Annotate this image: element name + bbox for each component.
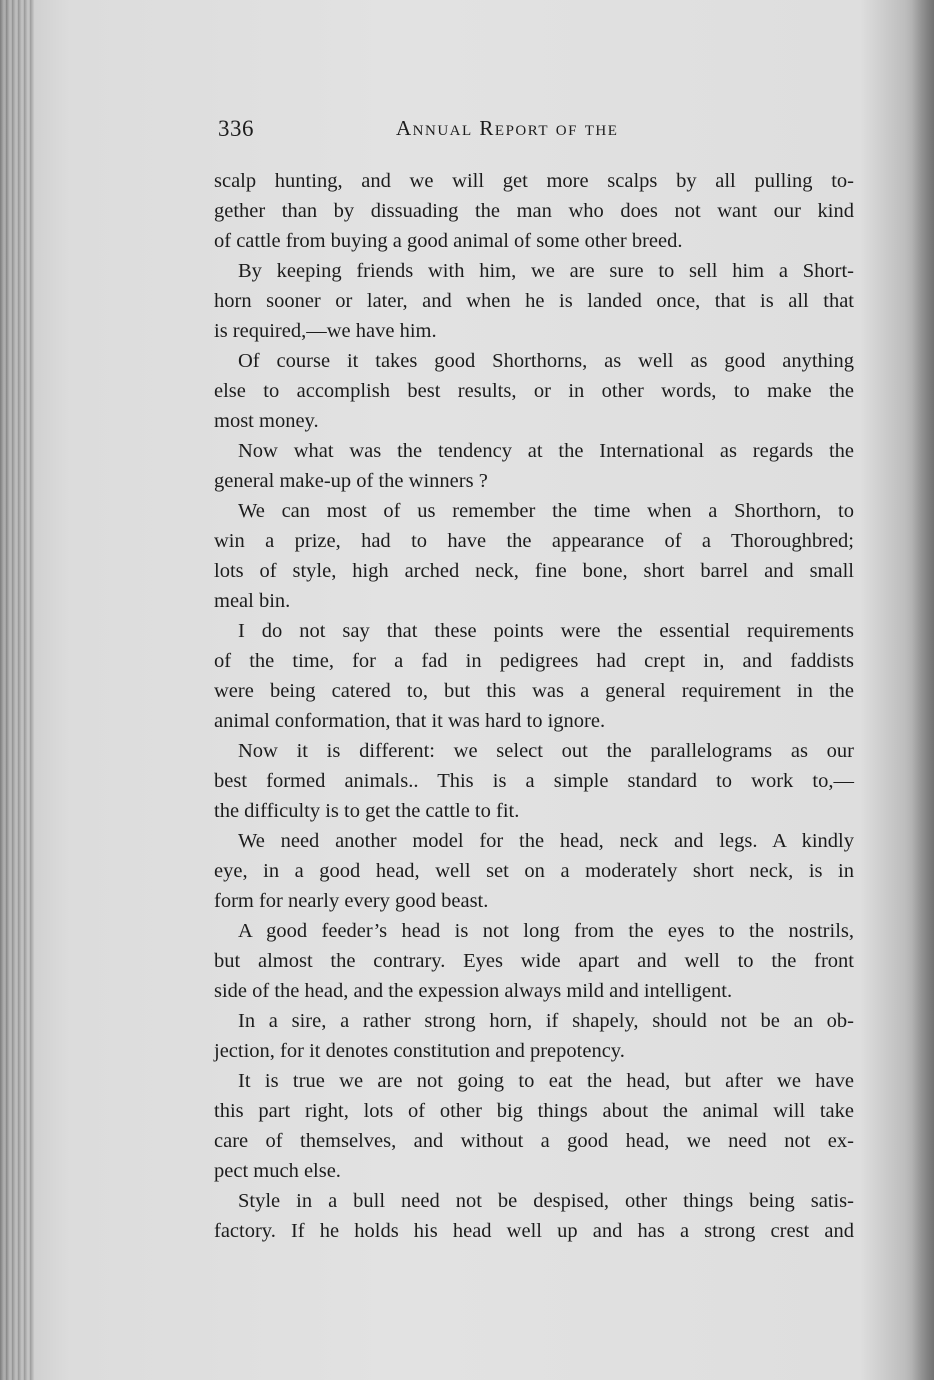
- text-line: I do not say that these points were the essential requirements: [238, 620, 854, 642]
- text-line: jection, for it denotes constitution and prepotency.: [214, 1040, 625, 1062]
- text-line: scalp hunting, and we will get more scalps by all pulling to-: [214, 170, 854, 192]
- text-line: were being catered to, but this was a general requirement in the: [214, 680, 854, 702]
- text-line: lots of style, high arched neck, fine bone, short barrel and small: [214, 560, 854, 582]
- text-line: is required,—we have him.: [214, 320, 437, 342]
- text-line: Now it is different: we select out the parallelograms as our: [238, 740, 854, 762]
- body-text: [214, 166, 854, 1246]
- text-line: Of course it takes good Shorthorns, as well as good anything: [238, 350, 854, 372]
- page-header: [218, 116, 688, 146]
- text-line: meal bin.: [214, 590, 291, 612]
- text-line: of cattle from buying a good animal of some other breed.: [214, 230, 683, 252]
- text-line: We need another model for the head, neck and legs. A kindly: [238, 830, 854, 852]
- text-line: win a prize, had to have the appearance of a Thoroughbred;: [214, 530, 854, 552]
- text-line: By keeping friends with him, we are sure to sell him a Short-: [238, 260, 854, 282]
- running-head: Annual Report of the: [396, 116, 619, 140]
- text-line: this part right, lots of other big things about the animal will take: [214, 1100, 854, 1122]
- text-line: the difficulty is to get the cattle to fit.: [214, 800, 520, 822]
- text-line: best formed animals.. This is a simple standard to work to,—: [214, 770, 854, 792]
- text-line: else to accomplish best results, or in other words, to make the: [214, 380, 854, 402]
- text-line: form for nearly every good beast.: [214, 890, 489, 912]
- text-line: It is true we are not going to eat the head, but after we have: [238, 1070, 854, 1092]
- book-binding-edge: [0, 0, 34, 1380]
- text-line: most money.: [214, 410, 319, 432]
- text-line: but almost the contrary. Eyes wide apart and well to the front: [214, 950, 854, 972]
- text-line: A good feeder’s head is not long from the eyes to the nostrils,: [238, 920, 854, 942]
- text-line: gether than by dissuading the man who does not want our kind: [214, 200, 854, 222]
- text-line: general make-up of the winners ?: [214, 470, 488, 492]
- text-line: factory. If he holds his head well up and has a strong crest and: [214, 1220, 854, 1242]
- text-line: of the time, for a fad in pedigrees had crept in, and faddists: [214, 650, 854, 672]
- text-line: side of the head, and the expession always mild and intelligent.: [214, 980, 733, 1002]
- text-line: care of themselves, and without a good head, we need not ex-: [214, 1130, 854, 1152]
- page-number: 336: [218, 116, 254, 141]
- text-line: We can most of us remember the time when a Shorthorn, to: [238, 500, 854, 522]
- text-line: horn sooner or later, and when he is landed once, that is all that: [214, 290, 854, 312]
- text-line: Now what was the tendency at the International as regards the: [238, 440, 854, 462]
- text-line: eye, in a good head, well set on a moderately short neck, is in: [214, 860, 854, 882]
- text-line: pect much else.: [214, 1160, 341, 1182]
- text-line: In a sire, a rather strong horn, if shapely, should not be an ob-: [238, 1010, 854, 1032]
- page-right-edge-shadow: [912, 0, 934, 1380]
- text-line: animal conformation, that it was hard to ignore.: [214, 710, 606, 732]
- text-line: Style in a bull need not be despised, other things being satis-: [238, 1190, 854, 1212]
